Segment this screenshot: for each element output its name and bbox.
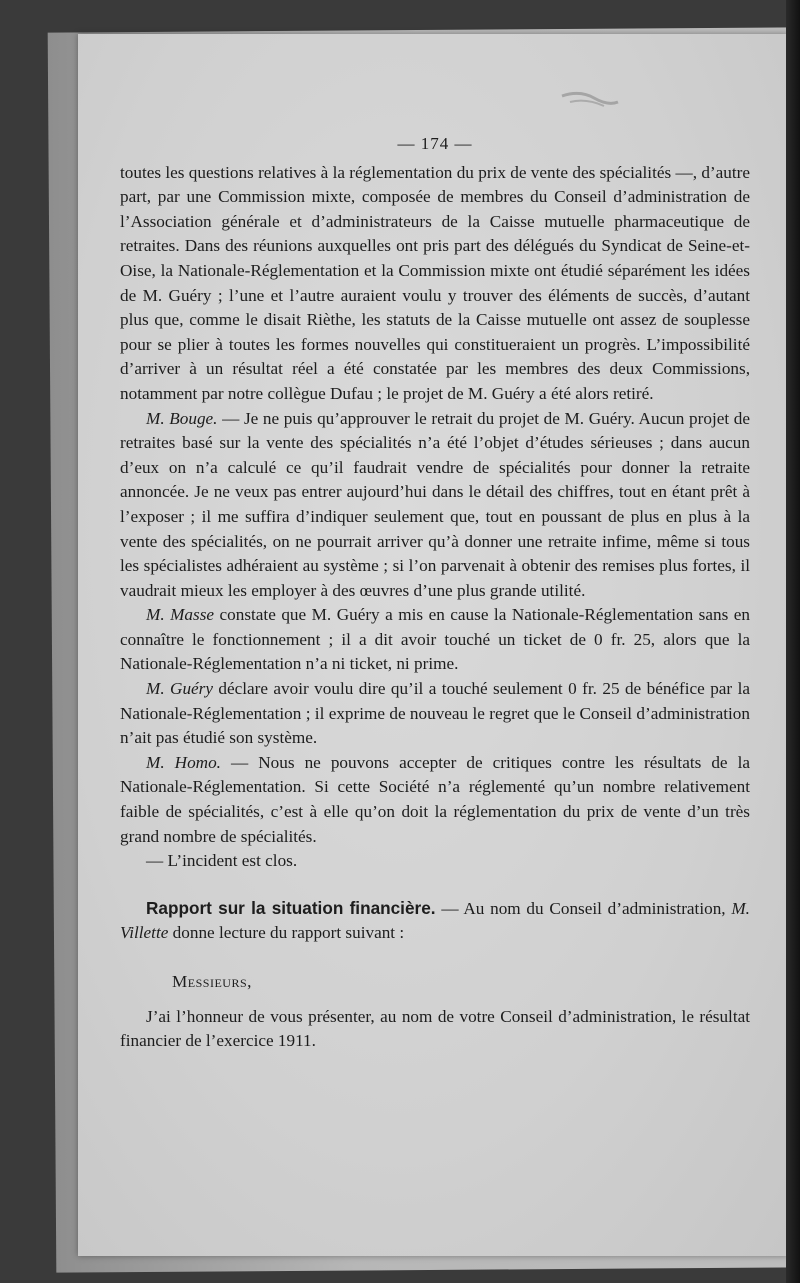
incident-closed: — L’incident est clos. bbox=[146, 851, 298, 871]
speaker-masse: M. Masse bbox=[146, 605, 215, 625]
paragraph-1: toutes les questions relatives à la réglementation du prix de vente des spécialités —, d’autre part, par une Commission mixte, composée de membres du Conseil d’administration de l’Association générale et d’administrateurs de la Caisse mutuelle pharmaceutique de retraites. Dans des réunions auxquelles ont pris part des délégués du Syndicat de Seine-et-Oise, la Nationale-Réglementation et la Commission mixte ont étudié séparément les idées de M. Guéry ; l’une et l’autre auraient voulu y trouver des éléments de succès, d’autant plus que, comme le disait Rièthe, les statuts de la Caisse mutuelle ont assez de souplesse pour se plier à toutes les formes nouvelles qui constitueraient un progrès. L’impossibilité d’arriver à un résultat réel a été constatée par les membres des deux Commissions, notamment par notre collègue Dufau ; le projet de M. Guéry a été alors retiré. bbox=[120, 162, 750, 403]
masse-text: constate que M. Guéry a mis en cause la Nationale-Réglementation sans en connaître le fonctionnement ; il a dit avoir touché un ticket de 0 fr. 25, alors que la Nationale-Réglementation n’a ni ticket, ni prime. bbox=[120, 605, 750, 674]
paragraph-bouge bbox=[120, 407, 750, 604]
page-content bbox=[120, 134, 750, 1054]
guery-text: déclare avoir voulu dire qu’il a touché seulement 0 fr. 25 de bénéfice par la Nationale-Réglementation ; il exprime de nouveau le regret que le Conseil d’administration n’ait pas étudié son système. bbox=[120, 679, 750, 748]
speaker-guery: M. Guéry bbox=[146, 679, 213, 699]
salutation: Messieurs, bbox=[172, 972, 252, 991]
paragraph-homo bbox=[120, 751, 750, 849]
section-gap bbox=[120, 874, 750, 896]
rapport-title: Rapport sur la situation financière. bbox=[146, 897, 436, 918]
paragraph-guery bbox=[120, 677, 750, 751]
speaker-villette: M. Villette bbox=[120, 898, 750, 943]
rapport-text-2: donne lecture du rapport suivant : bbox=[168, 923, 405, 943]
page-number: — 174 — bbox=[397, 134, 473, 153]
rapport-text-1: — Au nom du Conseil d’administration, bbox=[435, 898, 732, 918]
paragraph-final: J’ai l’honneur de vous présenter, au nom de votre Conseil d’administration, le résultat financier de l’exercice 1911. bbox=[120, 1006, 750, 1051]
book-binding bbox=[786, 0, 800, 1283]
paper-stain bbox=[560, 88, 620, 110]
paragraph-rapport bbox=[120, 896, 750, 946]
paragraph-masse bbox=[120, 603, 750, 677]
speaker-bouge: M. Bouge. bbox=[146, 408, 218, 428]
speaker-homo: M. Homo. bbox=[146, 752, 221, 772]
homo-text: — Nous ne pouvons accepter de critiques contre les résultats de la Nationale-Réglementation. Si cette Société n’a réglementé qu’un nombre relativement faible de spécialités, c’est à elle qu’on doit la réglementation du prix de vente d’un très grand nombre de spécialités. bbox=[120, 752, 750, 846]
bouge-text: — Je ne puis qu’approuver le retrait du projet de M. Guéry. Aucun projet de retraites basé sur la vente des spécialités n’a été l’objet d’études sérieuses ; dans aucun d’eux on n’a calculé ce qu’il faudrait vendre de spécialités pour donner la retraite annoncée. Je ne veux pas entrer aujourd’hui dans le détail des chiffres, tout en étant prêt à l’exposer ; il me suffira d’indiquer seulement que, tout en poussant de plus en plus à la vente des spécialités, on ne pourrait arriver qu’à donner une retraite infime, même si tous les spécialistes adhéraient au système ; si l’on parvenait à obtenir des remises plus fortes, il vaudrait mieux les employer à des œuvres d’une plus grande utilité. bbox=[120, 408, 750, 600]
